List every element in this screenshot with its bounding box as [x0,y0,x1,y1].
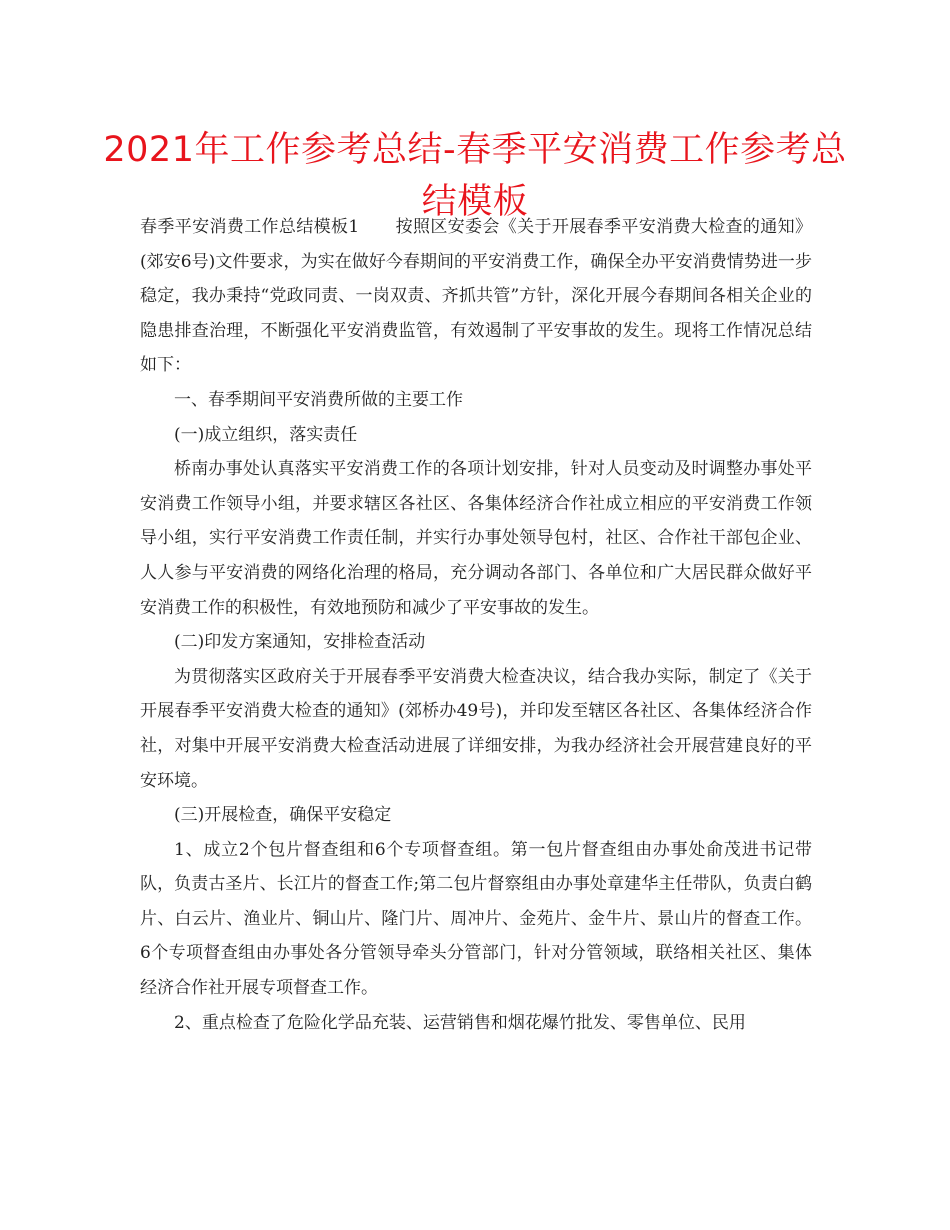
body-paragraph-1: 桥南办事处认真落实平安消费工作的各项计划安排，针对人员变动及时调整办事处平安消费工作领导小组，并要求辖区各社区、各集体经济合作社成立相应的平安消费工作领导小组，实行平安消费工作责任制，并实行办事处领导包村，社区、合作社干部包企业、人人参与平安消费的网络化治理的格局，充分调动各部门、各单位和广大居民群众做好平安消费工作的积极性，有效地预防和减少了平安事故的发生。 [140,459,812,618]
intro-text: 按照区安委会《关于开展春季平安消费大检查的通知》(郊安6号)文件要求，为实在做好今春期间的平安消费工作，确保全办平安消费情势进一步稳定，我办秉持“党政同责、一岗双责、齐抓共管”方针，深化开展今春期间各相关企业的隐患排查治理，不断强化平安消费监管，有效遏制了平安事故的发生。现将工作情况总结如下： [140,217,812,376]
subsection-heading-1: (一)成立组织，落实责任 [174,424,358,445]
body-paragraph-2: 为贯彻落实区政府关于开展春季平安消费大检查决议，结合我办实际，制定了《关于开展春季平安消费大检查的通知》(郊桥办49号)，并印发至辖区各社区、各集体经济合作社，对集中开展平安消费大检查活动进展了详细安排，为我办经济社会开展营建良好的平安环境。 [140,666,812,791]
intro-heading: 春季平安消费工作总结模板1 [140,217,360,237]
document-title: 2021年工作参考总结-春季平安消费工作参考总结模板 [103,130,847,222]
body-paragraph-3: 1、成立2个包片督查组和6个专项督查组。第一包片督查组由办事处俞茂进书记带队，负责古圣片、长江片的督查工作;第二包片督察组由办事处章建华主任带队，负责白鹤片、白云片、渔业片、铜山片、隆门片、周冲片、金苑片、金牛片、景山片的督查工作。6个专项督查组由办事处各分管领导牵头分管部门，针对分管领域，联络相关社区、集体经济合作社开展专项督查工作。 [140,839,812,999]
intro-paragraph [140,210,812,383]
subsection-heading-3: (三)开展检查，确保平安稳定 [174,805,392,826]
subsection-heading-2: (二)印发方案通知，安排检查活动 [174,632,426,653]
section-heading-1: 一、春季期间平安消费所做的主要工作 [174,389,463,410]
document-body [140,210,812,1040]
body-paragraph-4: 2、重点检查了危险化学品充装、运营销售和烟花爆竹批发、零售单位、民用 [174,1012,746,1033]
